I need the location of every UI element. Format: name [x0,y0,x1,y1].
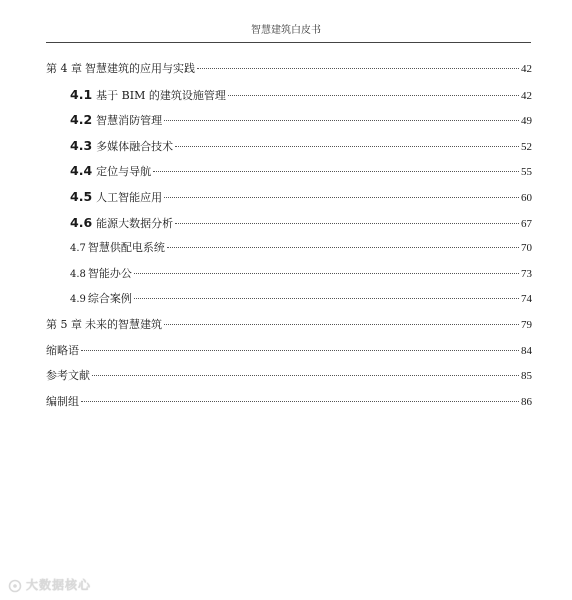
toc-entry-number: 第 5 章 [46,318,82,331]
toc-entry-page: 52 [521,140,532,153]
dot-leader [81,393,519,402]
dot-leader [153,163,519,172]
toc-entry-title: 智慧供配电系统 [87,241,165,255]
toc-entry-page: 67 [521,217,532,230]
toc-entry-page: 42 [521,63,532,75]
watermark-text: 大数据核心 [26,578,92,592]
dot-leader [92,367,519,376]
toc-entry-section-4-4[interactable] [0,162,572,180]
toc-entry-page: 74 [521,293,532,306]
dot-leader [81,342,519,351]
toc-entry-title: 能源大数据分析 [96,216,174,230]
dot-leader [175,215,519,224]
watermark-logo-icon [8,578,22,592]
toc-entry-chapter-5[interactable] [0,316,572,334]
toc-entry-references[interactable] [0,367,572,385]
toc-entry-number: 4.7 [70,243,86,255]
running-header: 智慧建筑白皮书 [251,25,321,36]
dot-leader [175,138,519,147]
toc-entry-page: 79 [521,319,532,331]
toc-entry-title: 智慧建筑的应用与实践 [85,62,195,75]
toc-entry-page: 49 [521,115,532,128]
toc-entry-title: 多媒体融合技术 [96,139,174,153]
toc-entry-page: 84 [521,344,532,357]
toc-entry-abbreviations[interactable] [0,342,572,360]
toc-entry-editorial-team[interactable] [0,393,572,411]
watermark [8,576,91,593]
dot-leader [197,60,519,69]
toc-entry-section-4-6[interactable] [0,214,572,232]
toc-entry-page: 60 [521,192,532,204]
toc-entry-number: 4.9 [70,294,86,306]
toc-entry-page: 86 [521,395,532,408]
toc-entry-title: 智慧消防管理 [96,114,163,128]
toc-entry-title: 参考文献 [46,369,90,383]
toc-entry-section-4-3[interactable] [0,137,572,155]
toc-entry-title: 基于 BIM 的建筑设施管理 [96,88,226,102]
toc-entry-section-4-9[interactable] [0,290,572,308]
toc-entry-title: 人工智能应用 [96,191,163,204]
toc-entry-section-4-2[interactable] [0,111,572,129]
toc-entry-title: 智能办公 [87,266,132,280]
toc-entry-section-4-7[interactable] [0,239,572,257]
toc-entry-title: 缩略语 [46,343,79,357]
dot-leader [164,189,519,198]
toc-entry-page: 55 [521,166,532,179]
toc-entry-number: 4.1 [70,86,93,102]
toc-entry-page: 42 [521,89,532,102]
dot-leader [164,316,519,325]
toc-entry-number: 4.2 [70,112,93,128]
toc-entry-section-4-8[interactable] [0,265,572,283]
toc-entry-number: 4.8 [70,268,86,280]
dot-leader [228,87,519,96]
toc-entry-page: 73 [521,267,532,280]
toc-entry-title: 定位与导航 [96,165,152,179]
toc-entry-number: 4.4 [70,163,93,179]
toc-entry-title: 编制组 [46,394,79,408]
toc-entry-number: 4.6 [70,214,93,230]
header-rule [46,42,531,43]
dot-leader [134,265,519,274]
toc-entry-number: 第 4 章 [46,62,82,75]
toc-entry-title: 综合案例 [87,292,132,306]
toc-entry-chapter-4[interactable] [0,60,572,78]
dot-leader [134,290,519,299]
dot-leader [167,239,519,248]
dot-leader [164,112,519,121]
toc-entry-section-4-5[interactable] [0,188,572,206]
toc-entry-number: 4.3 [70,137,93,153]
toc-entry-page: 85 [521,370,532,383]
toc-entry-page: 70 [521,242,532,255]
toc-entry-number: 4.5 [70,189,93,204]
toc-entry-title: 未来的智慧建筑 [85,318,162,331]
toc-entry-section-4-1[interactable] [0,86,572,104]
